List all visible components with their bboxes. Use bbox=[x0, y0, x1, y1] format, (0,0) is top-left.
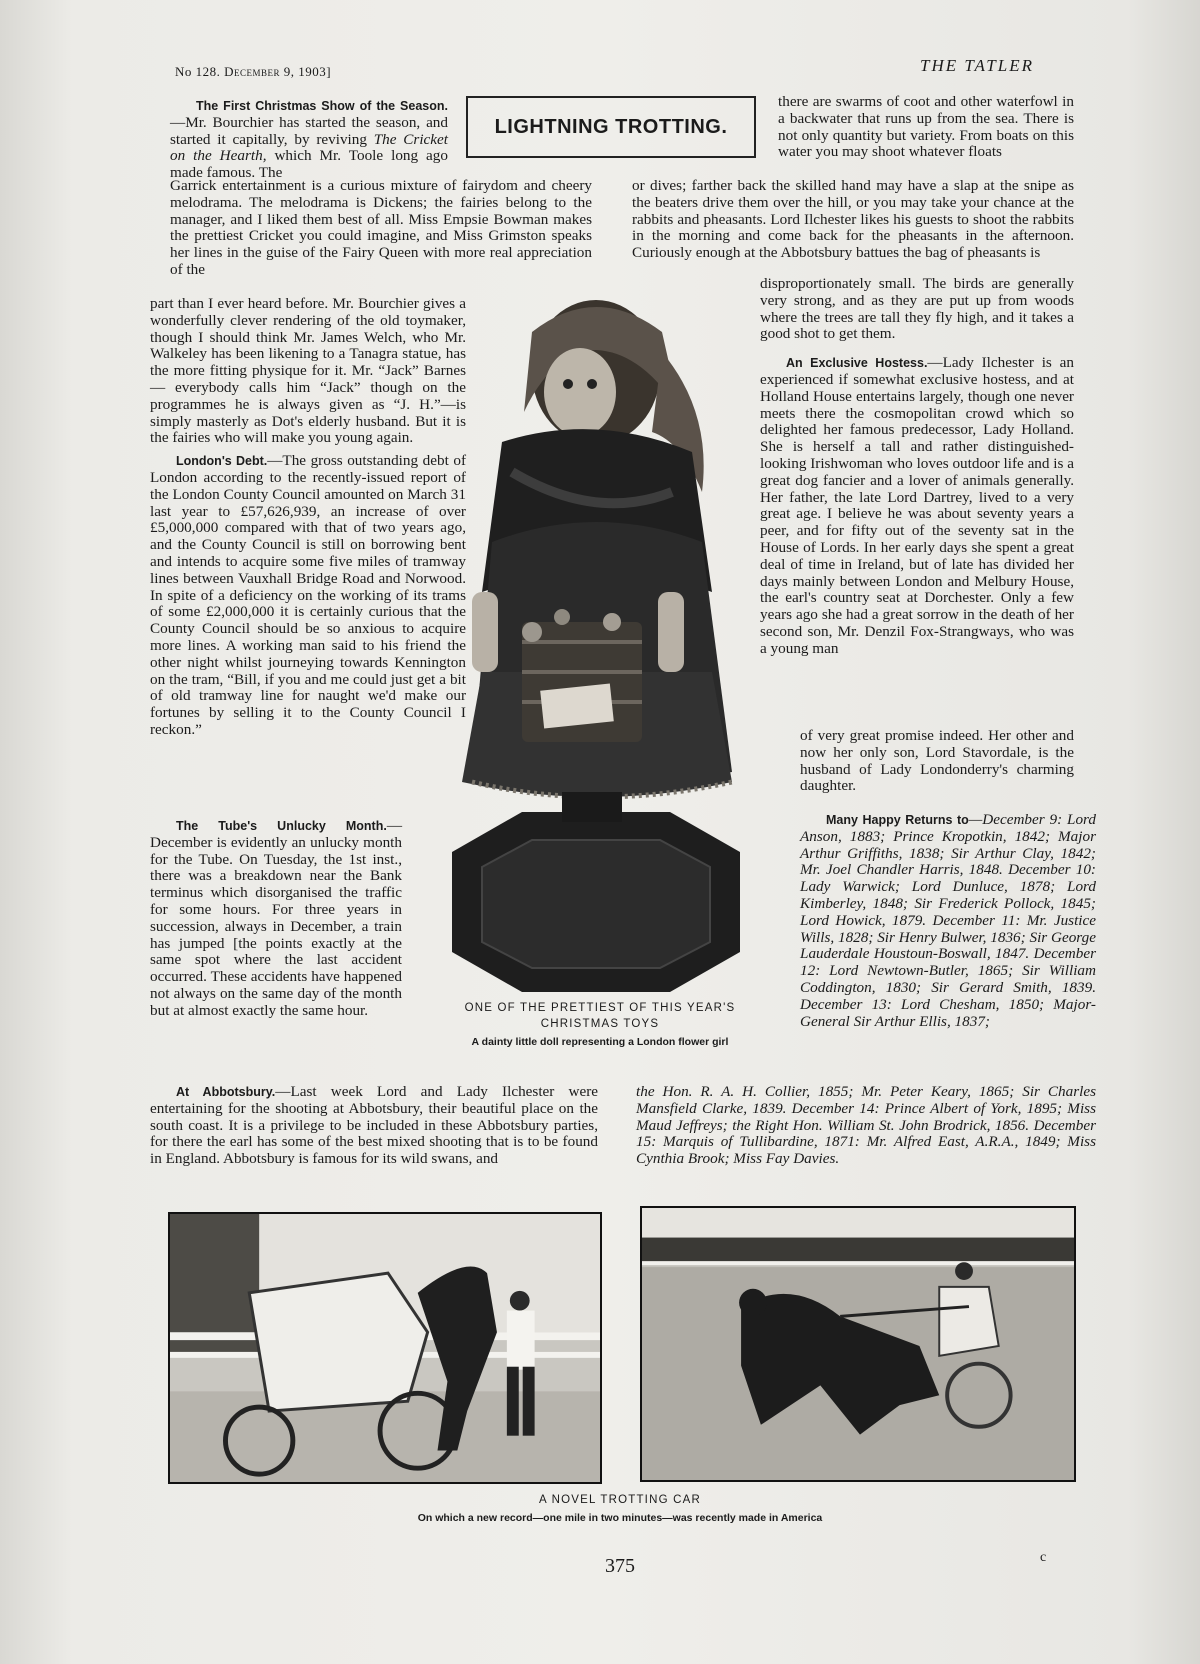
first-christmas-article bbox=[170, 98, 448, 182]
abbotsbury-heading: At Abbotsbury. bbox=[176, 1085, 276, 1099]
trotting-car-photo-right bbox=[640, 1206, 1076, 1482]
article-title: LIGHTNING TROTTING. bbox=[466, 96, 756, 158]
doll-photo bbox=[412, 292, 780, 992]
tube-article bbox=[150, 818, 402, 1020]
issue-number: No 128. bbox=[175, 64, 221, 79]
first-christmas-continued bbox=[170, 178, 592, 279]
issue-header bbox=[175, 64, 331, 80]
trotting-caption-title: A NOVEL TROTTING CAR bbox=[538, 1494, 702, 1506]
tube-body: — December is evidently an unlucky month for the Tube. On Tuesday, the 1st inst., there was a breakdown near the Bank terminus which disorganised the traffic for some hours. For three years in succession, always in December, a train has jumped [the points exactly at the same spot where the last accident occurred. These accidents have happened not always on the same day of the month but at almost exactly the same hour. bbox=[150, 817, 402, 1019]
birthdays-body-end: the Hon. R. A. H. Collier, 1855; Mr. Peter Keary, 1865; Sir Charles Mansfield Clarke, 1839. December 14: Prince Albert of York, 1895; Miss Maud Jeffreys; the Right Hon. William St. John Brodrick, 1856. December 15: Marquis of Tullibardine, 1871: Mr. Alfred East, A.R.A., 1849; Miss Cynthia Brook; Miss Fay Davies. bbox=[636, 1083, 1096, 1168]
abbotsbury-article bbox=[150, 1084, 598, 1168]
birthdays-article bbox=[800, 812, 1096, 1030]
birthdays-heading: Many Happy Returns to bbox=[826, 813, 969, 827]
trotting-caption-subtitle: On which a new record—one mile in two minutes—was recently made in America bbox=[417, 1512, 823, 1524]
doll-caption bbox=[430, 1000, 770, 1048]
play-title: The Cricket on the Hearth, bbox=[170, 130, 448, 165]
birthdays-continued bbox=[636, 1084, 1096, 1168]
londons-debt-heading: London's Debt. bbox=[176, 454, 268, 469]
abbotsbury-text-c: disproportionately small. The birds are generally very strong, and as they are put up from woods where the trees are tall they fly high, and it takes a good shot to get them. bbox=[760, 275, 1074, 343]
abbotsbury-continued-mid bbox=[632, 178, 1074, 262]
page-number: 375 bbox=[605, 1555, 635, 1577]
first-christmas-text-2: which Mr. Toole long ago made famous. The bbox=[170, 147, 448, 182]
hostess-article bbox=[760, 355, 1074, 657]
trotting-car-standing-illustration bbox=[170, 1214, 600, 1482]
first-christmas-text-4: part than I ever heard before. Mr. Bourchier gives a wonderfully clever rendering of the old toymaker, though I should think Mr. James Welch, who Mr. Walkeley has been likening to a Tanagra statue, has the more fitting physique for it. Mr. “Jack” Barnes — everybody calls him “Jack” though on the programmes he is always given as “J. H.”—is simply masterly as Dot's elderly husband. But it is the fairies who will make you young again. bbox=[150, 295, 466, 447]
corner-mark: c bbox=[1040, 1550, 1047, 1565]
doll-caption-title: ONE OF THE PRETTIEST OF THIS YEAR'S CHRISTMAS TOYS bbox=[464, 1002, 736, 1030]
trotting-caption bbox=[300, 1492, 940, 1524]
first-christmas-heading: The First Christmas Show of the Season. bbox=[196, 99, 448, 113]
hostess-body-end: of very great promise indeed. Her other and now her only son, Lord Stavordale, is the husband of Lady Londonderry's charming daughter. bbox=[800, 727, 1074, 795]
abbotsbury-text-a: there are swarms of coot and other waterfowl in a backwater that runs up from the sea. There is not only quantity but variety. From boats on this water you may shoot whatever floats bbox=[778, 93, 1074, 161]
abbotsbury-continued-top bbox=[778, 94, 1074, 161]
magazine-title: THE TATLER bbox=[920, 56, 1034, 75]
doll-caption-subtitle: A dainty little doll representing a London flower girl bbox=[471, 1036, 729, 1048]
first-christmas-text-3: Garrick entertainment is a curious mixture of fairydom and cheery melodrama. The melodrama is Dickens; the fairies belong to the manager, and I liked them best of all. Miss Empsie Bowman makes the prettiest Cricket you could imagine, and Miss Grimston speaks her lines in the guise of the Fairy Queen with more real appreciation of the bbox=[170, 177, 592, 278]
right-column bbox=[760, 276, 1074, 658]
doll-illustration bbox=[412, 292, 780, 992]
tube-heading: The Tube's Unlucky Month. bbox=[176, 819, 387, 833]
issue-date: December 9, 1903] bbox=[224, 64, 332, 79]
trotting-car-photo-left bbox=[168, 1212, 602, 1484]
birthdays-body: —December 9: Lord Anson, 1883; Prince Kropotkin, 1842; Major Arthur Griffiths, 1838; Sir Arthur Clay, 1842; Mr. Joel Chandler Harris, 1848. December 10: Lady Warwick; Lord Dunluce, 1878; Lord Kimberley, 1848; Sir Frederick Pollock, 1845; Lord Howick, 1879. December 11: Mr. Justice Wills, 1828; Sir Henry Bulwer, 1836; Sir George Lauderdale Houstoun-Boswall, 1847. December 12: Lord Newtown-Butler, 1865; Sir William Coddington, 1830; Sir Gerard Smith, 1839. December 13: Lord Chesham, 1850; Major-General Sir Arthur Ellis, 1837; bbox=[800, 811, 1096, 1030]
hostess-heading: An Exclusive Hostess. bbox=[786, 356, 928, 371]
first-christmas-text-1: —Mr. Bourchier has started the season, and started it capitally, by reviving bbox=[170, 113, 448, 148]
hostess-end bbox=[800, 728, 1074, 795]
trotting-car-racing-illustration bbox=[642, 1208, 1074, 1480]
hostess-body: —Lady Ilchester is an experienced if somewhat exclusive hostess, and at Holland House entertains largely, though one never meets there the cosmopolitan crowd which so delighted her famous predecessor, Lady Holland. She is herself a tall and rather distinguished-looking Irishwoman who loves outdoor life and is a great dog fancier and a lover of animals generally. Her father, the late Lord Dartrey, lived to a very great age. I believe he was about seventy years a peer, and for fifty out of the seventy sat in the House of Lords. In her early days she spent a great deal of time in Ireland, but of late has divided her days mainly between London and Melbury House, the earl's country seat at Dorchester. Only a few years ago she had a great sorrow in the death of her second son, Mr. Denzil Fox-Strangways, who was a young man bbox=[760, 354, 1074, 657]
abbotsbury-body: —Last week Lord and Lady Ilchester were entertaining for the shooting at Abbotsbury, their beautiful place on the south coast. It is a privilege to be included in these Abbotsbury parties, for there the earl has some of the best mixed shooting that is to be found in England. Abbotsbury is famous for its wild swans, and bbox=[150, 1083, 598, 1168]
abbotsbury-text-b: or dives; farther back the skilled hand may have a slap at the snipe as the beaters drive them over the hill, or you may take your chance at the rabbits and pheasants. Lord Ilchester likes his guests to shoot the rabbits in the morning and come back for the pheasants in the afternoon. Curiously enough at the Abbotsbury battues the bag of pheasants is bbox=[632, 177, 1074, 262]
londons-debt-body: —The gross outstanding debt of London according to the recently-issued report of the London County Council amounted on March 31 last year to £57,626,939, an increase of over £5,000,000 compared with that of two years ago, and the County Council is still on borrowing bent and intends to acquire some five miles of tramway lines between Vauxhall Bridge Road and Norwood. In spite of a deficiency on the working of its trams of some £2,000,000 it is certainly curious that the County Council should be so anxious to acquire more lines. A working man said to his friend the other night whilst journeying towards Kennington on the tram, “Bill, if you and me could just get a bit of old tramway line for naught we'd make our fortunes by selling it to the County Council I reckon.” bbox=[150, 452, 466, 738]
